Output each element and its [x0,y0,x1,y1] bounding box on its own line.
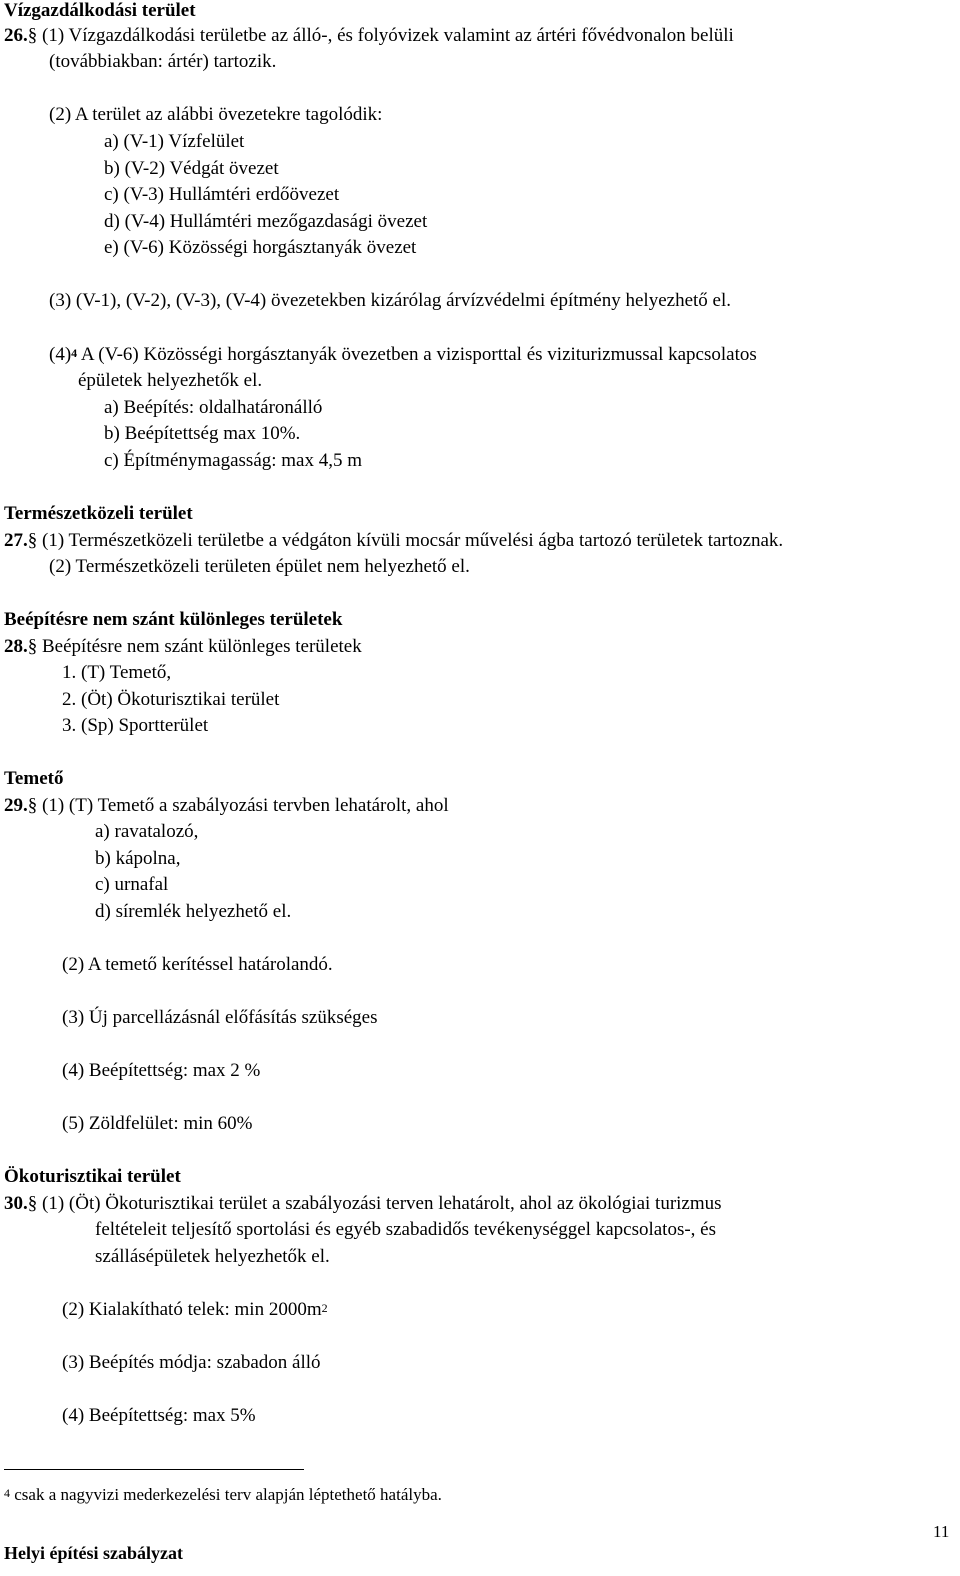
list-item: b) kápolna, [95,848,181,869]
paragraph-30-1 [4,1193,722,1215]
list-item: a) (V-1) Vízfelület [104,131,245,152]
page-number: 11 [933,1522,950,1541]
footnote-separator [4,1469,304,1470]
list-item: b) (V-2) Védgát övezet [104,158,279,179]
paragraph-number: (4) [49,344,72,365]
section-sign: § [27,530,38,551]
superscript: 2 [321,1301,328,1315]
paragraph-29-1 [4,795,449,817]
paragraph-30-4: (4) Beépítettség: max 5% [62,1405,256,1426]
paragraph-text: (1) (Öt) Ökoturisztikai terület a szabályozási terven lehatárolt, ahol az ökológiai turizmus [37,1193,722,1214]
footnote-mark: 4 [4,1486,10,1500]
paragraph-26-2: (2) A terület az alábbi övezetekre tagolódik: [49,104,383,125]
section-heading: Temető [4,768,64,789]
paragraph-continuation: feltételeit teljesítő sportolási és egyéb szabadidős tevékenységgel kapcsolatos-, és [95,1219,716,1240]
paragraph-30-2 [62,1299,328,1321]
paragraph-text: A (V-6) Közösségi horgásztanyák övezetben a vizisporttal és viziturizmussal kapcsolatos [77,344,757,365]
section-sign: § [27,1193,38,1214]
section-number: 30. [4,1193,28,1214]
section-heading: Beépítésre nem szánt különleges területek [4,609,343,630]
section-heading: Természetközeli terület [4,503,193,524]
paragraph-text: (2) Kialakítható telek: min 2000m [62,1299,322,1320]
list-item: e) (V-6) Közösségi horgásztanyák övezet [104,237,417,258]
paragraph-continuation: (továbbiakban: ártér) tartozik. [49,51,277,72]
section-heading: Vízgazdálkodási terület [4,0,196,21]
section-number: 29. [4,795,28,816]
section-number: 28. [4,636,28,657]
paragraph-text: (1) Vízgazdálkodási területbe az álló-, és folyóvizek valamint az ártéri fővédvonalon belüli [42,25,734,46]
footer-title: Helyi építési szabályzat [4,1543,183,1563]
list-item: 1. (T) Temető, [62,662,172,683]
paragraph-continuation: épületek helyezhetők el. [78,370,263,391]
paragraph-30-3: (3) Beépítés módja: szabadon álló [62,1352,321,1373]
paragraph-29-4: (4) Beépítettség: max 2 % [62,1060,261,1081]
paragraph-26-1 [4,25,734,47]
list-item: b) Beépítettség max 10%. [104,423,301,444]
list-item: c) (V-3) Hullámtéri erdőövezet [104,184,340,205]
list-item: 3. (Sp) Sportterület [62,715,209,736]
paragraph-27-2: (2) Természetközeli területen épület nem helyezhető el. [49,556,470,577]
paragraph-29-2: (2) A temető kerítéssel határolandó. [62,954,333,975]
section-heading: Ökoturisztikai terület [4,1166,181,1187]
footnote-text: csak a nagyvizi mederkezelési terv alapján léptethető hatályba. [10,1485,442,1504]
paragraph-text: (1) Természetközeli területbe a védgáton kívüli mocsár művelési ágba tartozó területek tartoznak. [37,530,784,551]
list-item: c) Építménymagasság: max 4,5 m [104,450,363,471]
list-item: d) síremlék helyezhető el. [95,901,292,922]
paragraph-26-4 [49,344,757,366]
paragraph-28 [4,636,362,658]
section-number: 27. [4,530,28,551]
list-item: c) urnafal [95,874,169,895]
paragraph-27-1 [4,530,783,552]
section-sign: § [27,636,38,657]
paragraph-text: Beépítésre nem szánt különleges területek [37,636,362,657]
paragraph-29-5: (5) Zöldfelület: min 60% [62,1113,253,1134]
section-sign: § [27,25,38,46]
footnote [4,1484,442,1506]
paragraph-29-3: (3) Új parcellázásnál előfásítás szükséges [62,1007,378,1028]
paragraph-continuation: szállásépületek helyezhetők el. [95,1246,330,1267]
list-item: a) ravatalozó, [95,821,199,842]
list-item: 2. (Öt) Ökoturisztikai terület [62,689,280,710]
paragraph-text: (1) (T) Temető a szabályozási tervben lehatárolt, ahol [37,795,449,816]
list-item: a) Beépítés: oldalhatáronálló [104,397,323,418]
section-sign: § [27,795,38,816]
footnote-ref: 4 [71,346,78,360]
list-item: d) (V-4) Hullámtéri mezőgazdasági övezet [104,211,428,232]
paragraph-26-3: (3) (V-1), (V-2), (V-3), (V-4) övezetekben kizárólag árvízvédelmi építmény helyezhető el. [49,290,731,311]
section-number: 26. [4,25,28,46]
